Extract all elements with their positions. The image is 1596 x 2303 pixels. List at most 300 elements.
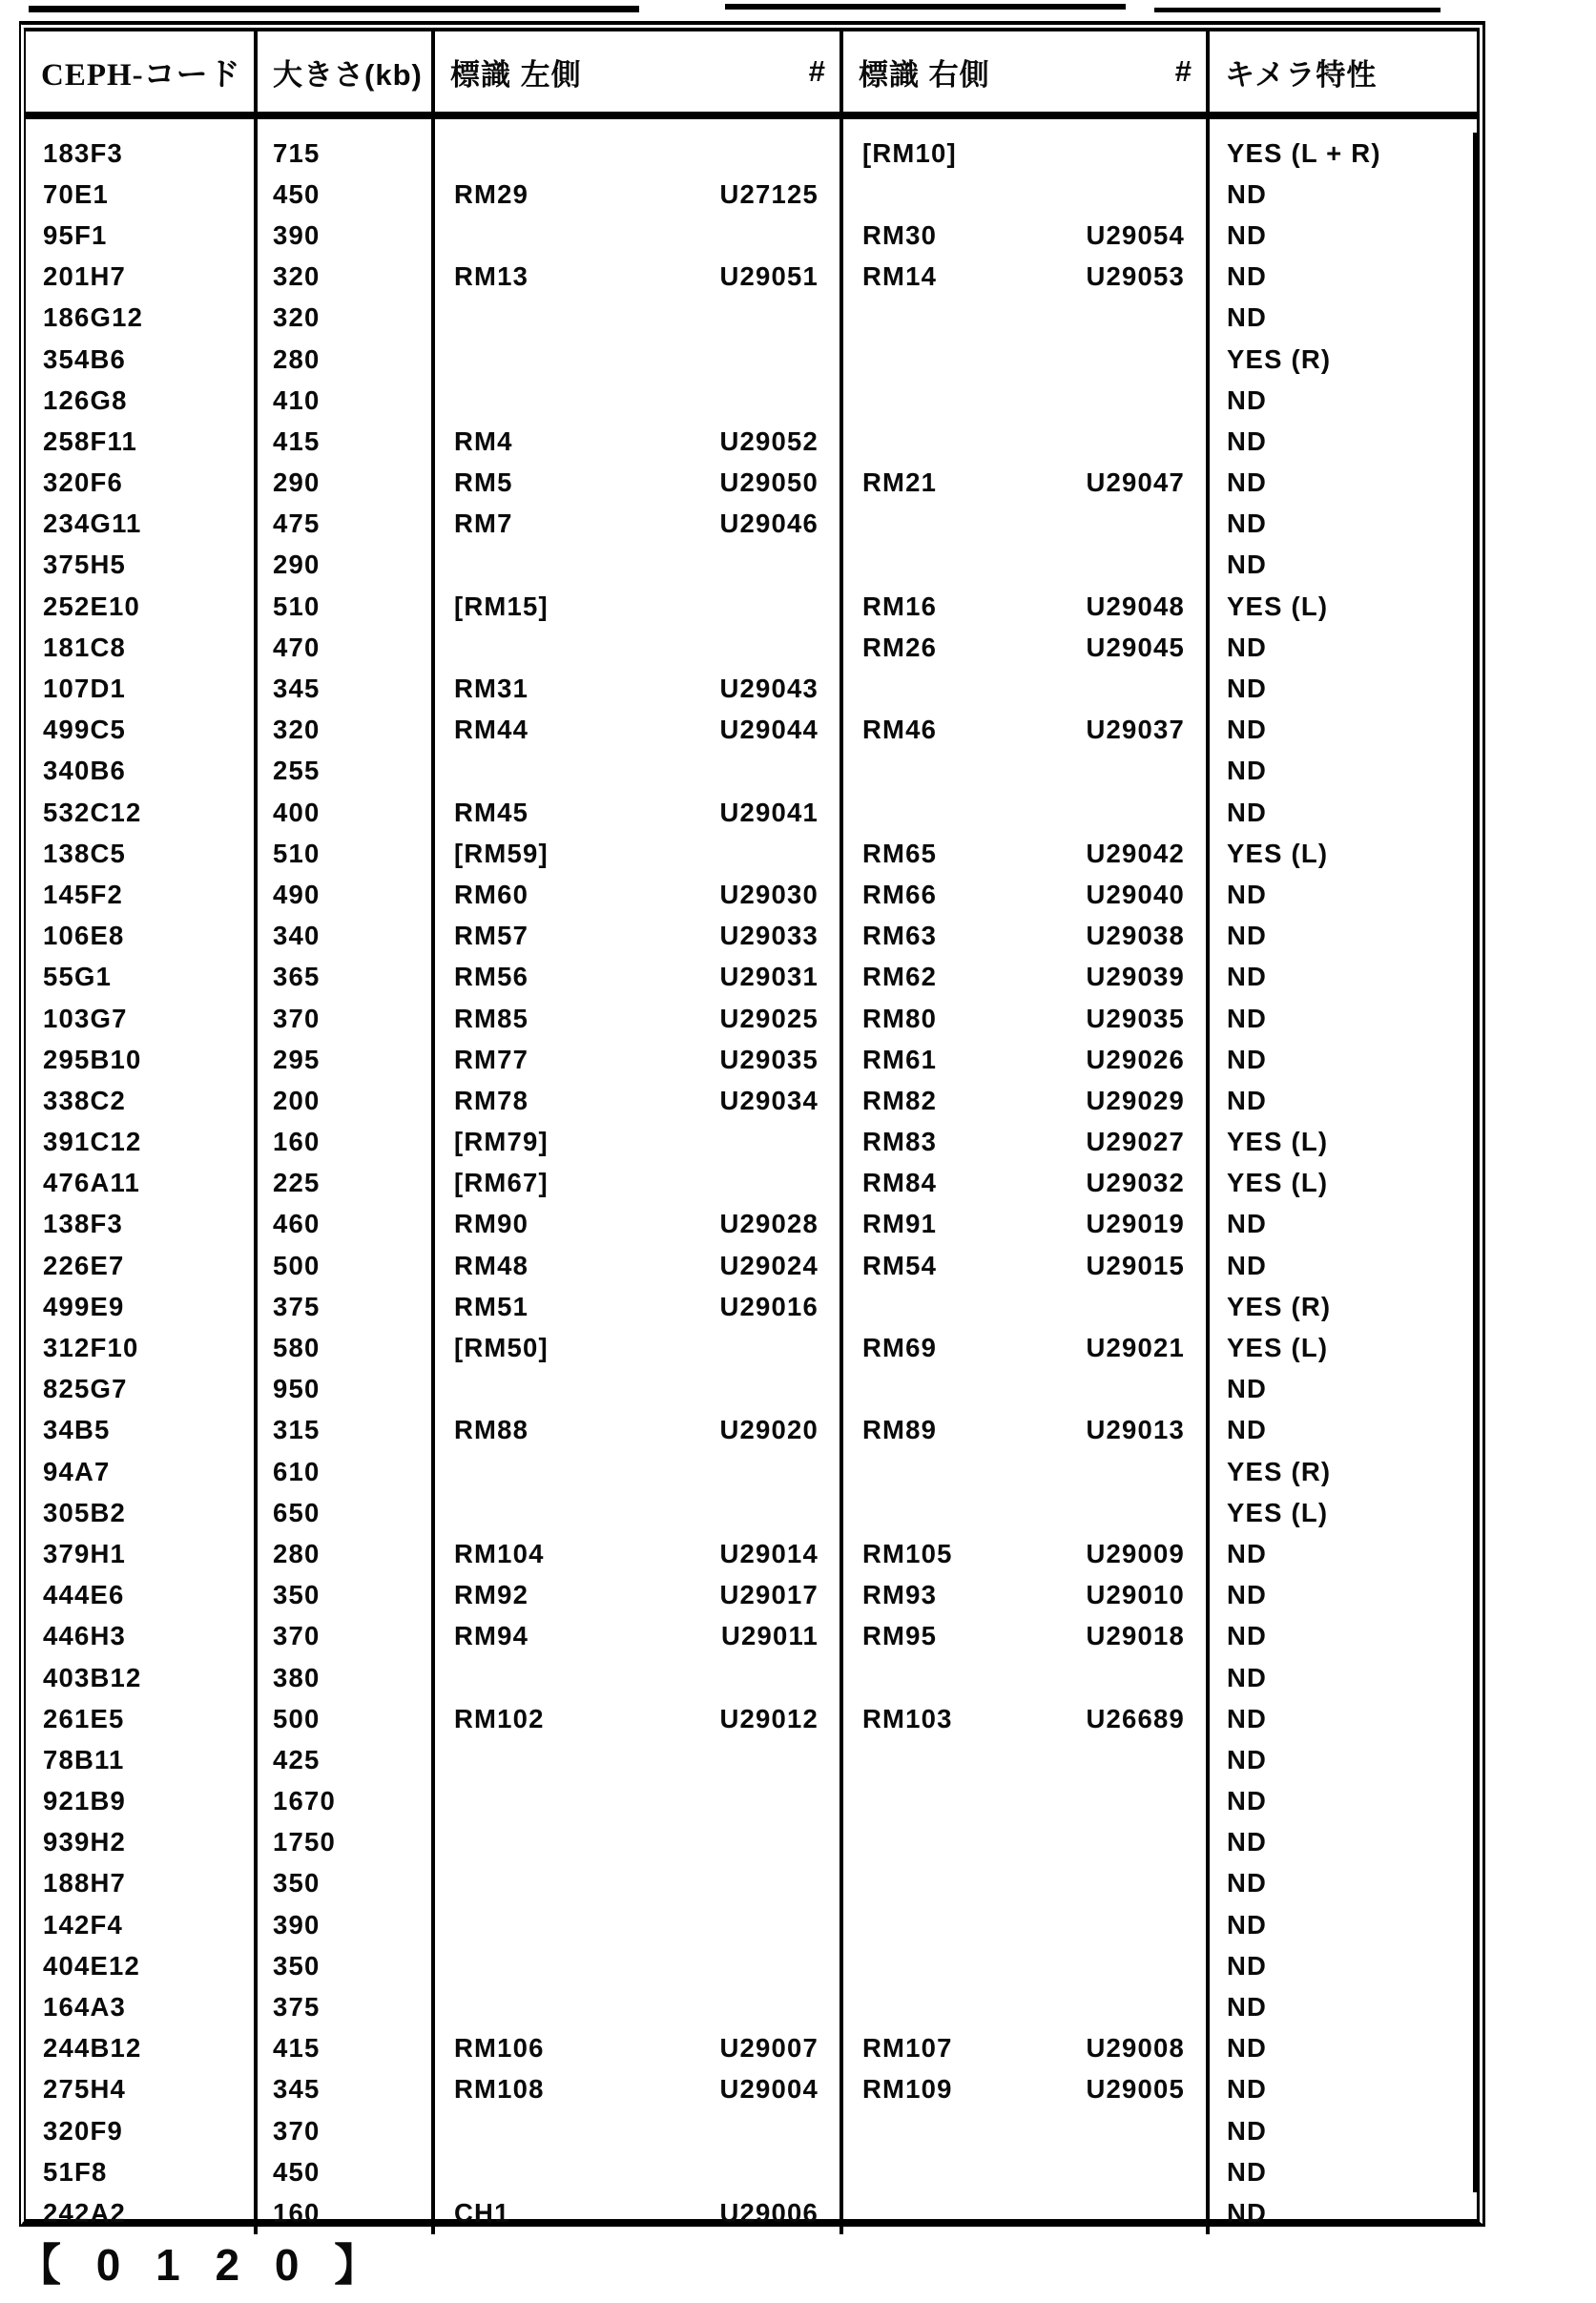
ceph-code-cell: [26, 174, 258, 215]
gap-cell: [26, 119, 258, 133]
left-marker-accession: U29041: [719, 797, 819, 827]
ceph-code-cell: [26, 2151, 258, 2192]
right-marker-cell: [843, 1616, 1210, 1657]
ceph-code-cell: [26, 998, 258, 1039]
right-marker-name: RM82: [862, 1085, 938, 1115]
left-marker-name: RM57: [454, 921, 529, 951]
chimera-cell: [1210, 133, 1477, 174]
right-marker-cell: [843, 1533, 1210, 1574]
right-marker-cell: [843, 792, 1210, 833]
chimera-cell: [1210, 504, 1477, 545]
size-cell: [258, 545, 435, 586]
header-chimera: [1210, 31, 1477, 112]
size-cell: [258, 298, 435, 339]
chimera-value: ND: [1227, 962, 1268, 992]
left-marker-cell: [435, 833, 843, 874]
ceph-code-cell: [26, 1245, 258, 1286]
right-marker-accession: U29037: [1086, 715, 1185, 745]
header-left-marker: [435, 31, 843, 112]
left-marker-cell: [435, 1533, 843, 1574]
chimera-value: ND: [1227, 756, 1268, 786]
size-cell: [258, 1781, 435, 1822]
left-marker-name: RM104: [454, 1538, 545, 1568]
right-marker-accession: U29038: [1086, 921, 1185, 951]
size-cell: [258, 1451, 435, 1492]
ceph-code-value: 51F8: [43, 2156, 108, 2187]
ceph-code-value: 252E10: [43, 591, 141, 621]
left-marker-cell: [435, 1698, 843, 1739]
size-value: 200: [273, 1085, 321, 1115]
size-value: 380: [273, 1662, 321, 1692]
left-marker-cell: [435, 1163, 843, 1204]
ceph-code-cell: [26, 421, 258, 462]
right-marker-cell: [843, 133, 1210, 174]
left-marker-accession: U29044: [719, 715, 819, 745]
chimera-cell: [1210, 2110, 1477, 2151]
right-marker-accession: U29035: [1086, 1003, 1185, 1033]
chimera-value: ND: [1227, 1621, 1268, 1651]
left-marker-accession: U29017: [719, 1580, 819, 1610]
left-marker-name: RM48: [454, 1250, 529, 1280]
size-value: 255: [273, 756, 321, 786]
left-marker-cell: [435, 1904, 843, 1945]
left-marker-name: RM60: [454, 879, 529, 909]
right-marker-name: RM105: [862, 1538, 953, 1568]
chimera-cell: [1210, 1122, 1477, 1163]
ceph-code-cell: [26, 463, 258, 504]
size-value: 470: [273, 632, 321, 662]
size-cell: [258, 2151, 435, 2192]
chimera-value: ND: [1227, 467, 1268, 498]
left-marker-name: RM7: [454, 508, 513, 539]
ceph-code-cell: [26, 1698, 258, 1739]
left-marker-name: RM31: [454, 674, 529, 704]
size-value: 715: [273, 137, 321, 168]
chimera-cell: [1210, 1451, 1477, 1492]
left-marker-cell: [435, 1492, 843, 1533]
ceph-code-value: 183F3: [43, 137, 123, 168]
ceph-code-value: 312F10: [43, 1333, 139, 1363]
ceph-code-cell: [26, 1163, 258, 1204]
chimera-value: ND: [1227, 797, 1268, 827]
ceph-code-cell: [26, 133, 258, 174]
ceph-code-cell: [26, 1616, 258, 1657]
left-marker-cell: [435, 1451, 843, 1492]
ceph-code-cell: [26, 215, 258, 256]
right-marker-name: RM95: [862, 1621, 938, 1651]
chimera-cell: [1210, 751, 1477, 792]
right-marker-cell: [843, 2110, 1210, 2151]
left-marker-accession: U29033: [719, 921, 819, 951]
left-marker-accession: U29031: [719, 962, 819, 992]
chimera-cell: [1210, 1286, 1477, 1327]
chimera-value: ND: [1227, 2156, 1268, 2187]
left-marker-cell: [435, 1204, 843, 1245]
left-marker-name: RM13: [454, 261, 529, 292]
chimera-value: YES (L): [1227, 591, 1329, 621]
chimera-value: YES (L): [1227, 1168, 1329, 1198]
ceph-code-value: 126G8: [43, 384, 128, 415]
ceph-code-cell: [26, 545, 258, 586]
chimera-value: ND: [1227, 1868, 1268, 1898]
size-value: 450: [273, 178, 321, 209]
size-cell: [258, 463, 435, 504]
left-marker-accession: U29020: [719, 1415, 819, 1445]
left-marker-cell: [435, 1945, 843, 1986]
right-marker-cell: [843, 1781, 1210, 1822]
right-marker-cell: [843, 1863, 1210, 1904]
size-cell: [258, 833, 435, 874]
ceph-code-value: 499E9: [43, 1291, 125, 1321]
chimera-cell: [1210, 1204, 1477, 1245]
chimera-value: ND: [1227, 550, 1268, 580]
right-marker-cell: [843, 1575, 1210, 1616]
right-marker-accession: U29026: [1086, 1044, 1185, 1074]
right-marker-cell: [843, 257, 1210, 298]
size-value: 345: [273, 674, 321, 704]
right-marker-accession: U29005: [1086, 2074, 1185, 2105]
size-cell: [258, 1286, 435, 1327]
chimera-value: YES (L): [1227, 838, 1329, 868]
header-size-kb-label: 大きさ(kb): [273, 57, 423, 92]
right-marker-name: RM66: [862, 879, 938, 909]
ceph-code-cell: [26, 2192, 258, 2233]
left-marker-cell: [435, 298, 843, 339]
size-value: 500: [273, 1703, 321, 1733]
chimera-cell: [1210, 1781, 1477, 1822]
size-cell: [258, 1657, 435, 1698]
right-marker-name: RM84: [862, 1168, 938, 1198]
left-marker-cell: [435, 2151, 843, 2192]
right-marker-cell: [843, 1122, 1210, 1163]
ceph-code-value: 188H7: [43, 1868, 127, 1898]
left-marker-name: RM77: [454, 1044, 529, 1074]
right-marker-cell: [843, 1904, 1210, 1945]
right-marker-cell: [843, 2192, 1210, 2233]
chimera-value: ND: [1227, 384, 1268, 415]
size-cell: [258, 1410, 435, 1451]
left-marker-cell: [435, 668, 843, 709]
right-marker-accession: U29009: [1086, 1538, 1185, 1568]
ceph-code-value: 55G1: [43, 962, 113, 992]
size-value: 510: [273, 591, 321, 621]
right-marker-cell: [843, 1739, 1210, 1780]
left-marker-name: RM45: [454, 797, 529, 827]
left-marker-name: [RM59]: [454, 838, 549, 868]
size-cell: [258, 627, 435, 668]
size-cell: [258, 1245, 435, 1286]
left-marker-name: RM106: [454, 2033, 545, 2064]
right-marker-name: RM103: [862, 1703, 953, 1733]
chimera-cell: [1210, 957, 1477, 998]
left-marker-cell: [435, 2028, 843, 2069]
gap-cell: [258, 119, 435, 133]
left-marker-cell: [435, 627, 843, 668]
table-body: [26, 133, 1477, 2234]
chimera-value: ND: [1227, 1209, 1268, 1239]
left-marker-name: RM94: [454, 1621, 529, 1651]
chimera-value: ND: [1227, 1044, 1268, 1074]
header-chimera-label: キメラ特性: [1225, 57, 1378, 92]
chimera-value: ND: [1227, 219, 1268, 250]
ceph-code-cell: [26, 1822, 258, 1863]
right-marker-cell: [843, 1286, 1210, 1327]
chimera-cell: [1210, 2192, 1477, 2233]
chimera-value: ND: [1227, 674, 1268, 704]
ceph-code-value: 138C5: [43, 838, 127, 868]
ceph-code-cell: [26, 504, 258, 545]
size-value: 370: [273, 2115, 321, 2146]
left-marker-cell: [435, 998, 843, 1039]
ceph-code-cell: [26, 1039, 258, 1080]
size-value: 295: [273, 1044, 321, 1074]
ceph-code-value: 499C5: [43, 715, 127, 745]
right-marker-name: [RM10]: [862, 137, 957, 168]
right-marker-cell: [843, 751, 1210, 792]
size-cell: [258, 1986, 435, 2027]
chimera-value: ND: [1227, 1950, 1268, 1981]
chimera-cell: [1210, 998, 1477, 1039]
right-marker-accession: U29010: [1086, 1580, 1185, 1610]
size-cell: [258, 174, 435, 215]
ceph-code-value: 106E8: [43, 921, 125, 951]
right-marker-name: RM91: [862, 1209, 938, 1239]
right-marker-name: RM21: [862, 467, 938, 498]
size-cell: [258, 1492, 435, 1533]
left-marker-cell: [435, 1327, 843, 1368]
size-cell: [258, 257, 435, 298]
ceph-code-value: 244B12: [43, 2033, 142, 2064]
header-size-kb: [258, 31, 435, 112]
size-value: 315: [273, 1415, 321, 1445]
size-cell: [258, 339, 435, 380]
size-value: 1750: [273, 1827, 336, 1857]
size-value: 425: [273, 1744, 321, 1774]
right-marker-accession: U29048: [1086, 591, 1185, 621]
ceph-code-cell: [26, 257, 258, 298]
right-marker-cell: [843, 833, 1210, 874]
chimera-value: ND: [1227, 1003, 1268, 1033]
scan-noise: [725, 4, 1126, 10]
left-marker-accession: U29030: [719, 879, 819, 909]
chimera-value: ND: [1227, 2115, 1268, 2146]
left-marker-name: RM78: [454, 1085, 529, 1115]
chimera-value: ND: [1227, 508, 1268, 539]
size-value: 320: [273, 302, 321, 333]
header-right-hash-label: #: [1174, 54, 1192, 88]
right-marker-name: RM16: [862, 591, 938, 621]
chimera-cell: [1210, 1863, 1477, 1904]
chimera-value: ND: [1227, 1827, 1268, 1857]
gap-cell: [1210, 119, 1477, 133]
size-value: 450: [273, 2156, 321, 2187]
left-marker-cell: [435, 1781, 843, 1822]
left-marker-cell: [435, 545, 843, 586]
size-value: 280: [273, 343, 321, 374]
right-marker-cell: [843, 1698, 1210, 1739]
scan-noise: [1154, 8, 1441, 12]
chimera-cell: [1210, 586, 1477, 627]
size-value: 1670: [273, 1786, 336, 1816]
chimera-cell: [1210, 1822, 1477, 1863]
size-cell: [258, 874, 435, 915]
right-marker-name: RM89: [862, 1415, 938, 1445]
size-cell: [258, 957, 435, 998]
left-marker-cell: [435, 586, 843, 627]
right-marker-accession: U29021: [1086, 1333, 1185, 1363]
size-value: 370: [273, 1003, 321, 1033]
size-cell: [258, 1122, 435, 1163]
chimera-cell: [1210, 1657, 1477, 1698]
chimera-cell: [1210, 627, 1477, 668]
size-cell: [258, 2069, 435, 2110]
size-cell: [258, 916, 435, 957]
chimera-value: ND: [1227, 1992, 1268, 2023]
ceph-code-value: 261E5: [43, 1703, 125, 1733]
ceph-code-cell: [26, 1575, 258, 1616]
size-cell: [258, 1575, 435, 1616]
ceph-code-value: 354B6: [43, 343, 127, 374]
left-marker-name: RM108: [454, 2074, 545, 2105]
right-marker-accession: U29013: [1086, 1415, 1185, 1445]
right-marker-name: RM93: [862, 1580, 938, 1610]
right-marker-cell: [843, 421, 1210, 462]
right-marker-cell: [843, 174, 1210, 215]
chimera-value: YES (L): [1227, 1127, 1329, 1157]
size-cell: [258, 1616, 435, 1657]
right-marker-cell: [843, 957, 1210, 998]
size-cell: [258, 1327, 435, 1368]
right-marker-cell: [843, 1245, 1210, 1286]
left-marker-accession: U27125: [719, 178, 819, 209]
size-value: 950: [273, 1374, 321, 1404]
right-marker-cell: [843, 215, 1210, 256]
chimera-cell: [1210, 1327, 1477, 1368]
ceph-code-cell: [26, 1204, 258, 1245]
size-value: 580: [273, 1333, 321, 1363]
size-cell: [258, 1945, 435, 1986]
size-value: 415: [273, 425, 321, 456]
right-marker-name: RM61: [862, 1044, 938, 1074]
chimera-value: ND: [1227, 302, 1268, 333]
right-marker-cell: [843, 1327, 1210, 1368]
left-marker-accession: U29034: [719, 1085, 819, 1115]
right-marker-cell: [843, 998, 1210, 1039]
ceph-code-value: 34B5: [43, 1415, 111, 1445]
ceph-code-cell: [26, 1451, 258, 1492]
size-value: 350: [273, 1580, 321, 1610]
size-value: 475: [273, 508, 321, 539]
right-marker-name: RM107: [862, 2033, 953, 2064]
left-marker-cell: [435, 2110, 843, 2151]
ceph-code-value: 295B10: [43, 1044, 142, 1074]
ceph-code-cell: [26, 710, 258, 751]
right-marker-accession: U29018: [1086, 1621, 1185, 1651]
left-marker-cell: [435, 957, 843, 998]
right-marker-name: RM14: [862, 261, 938, 292]
left-marker-cell: [435, 257, 843, 298]
left-marker-cell: [435, 2192, 843, 2233]
ceph-code-cell: [26, 751, 258, 792]
left-marker-cell: [435, 1286, 843, 1327]
right-marker-cell: [843, 668, 1210, 709]
ceph-code-value: 258F11: [43, 425, 137, 456]
right-marker-cell: [843, 1080, 1210, 1121]
chimera-cell: [1210, 545, 1477, 586]
chimera-cell: [1210, 2028, 1477, 2069]
ceph-code-value: 201H7: [43, 261, 127, 292]
right-marker-name: RM83: [862, 1127, 938, 1157]
left-marker-cell: [435, 339, 843, 380]
right-marker-cell: [843, 2151, 1210, 2192]
left-marker-cell: [435, 751, 843, 792]
left-marker-accession: U29016: [719, 1291, 819, 1321]
right-marker-cell: [843, 545, 1210, 586]
left-marker-name: RM90: [454, 1209, 529, 1239]
ceph-code-value: 375H5: [43, 550, 127, 580]
right-marker-cell: [843, 463, 1210, 504]
left-marker-cell: [435, 1986, 843, 2027]
right-marker-cell: [843, 1822, 1210, 1863]
size-value: 160: [273, 2197, 321, 2228]
header-gap-row: [26, 119, 1477, 133]
size-value: 650: [273, 1497, 321, 1527]
right-marker-accession: U29040: [1086, 879, 1185, 909]
chimera-value: ND: [1227, 2033, 1268, 2064]
chimera-cell: [1210, 1986, 1477, 2027]
header-left-marker-label: 標識 左側: [450, 57, 582, 92]
size-value: 400: [273, 797, 321, 827]
table-header-row: [26, 31, 1477, 119]
left-marker-cell: [435, 916, 843, 957]
size-value: 410: [273, 384, 321, 415]
size-cell: [258, 1739, 435, 1780]
size-cell: [258, 1698, 435, 1739]
ceph-code-cell: [26, 1533, 258, 1574]
ceph-code-cell: [26, 1286, 258, 1327]
right-marker-accession: U29008: [1086, 2033, 1185, 2064]
ceph-code-value: 305B2: [43, 1497, 127, 1527]
left-marker-cell: [435, 1616, 843, 1657]
right-marker-cell: [843, 874, 1210, 915]
chimera-value: ND: [1227, 921, 1268, 951]
chimera-value: ND: [1227, 2197, 1268, 2228]
size-value: 345: [273, 2074, 321, 2105]
left-marker-cell: [435, 1863, 843, 1904]
chimera-value: ND: [1227, 261, 1268, 292]
right-marker-cell: [843, 2028, 1210, 2069]
ceph-code-cell: [26, 792, 258, 833]
size-cell: [258, 1822, 435, 1863]
right-marker-name: RM30: [862, 219, 938, 250]
right-marker-cell: [843, 2069, 1210, 2110]
chimera-value: ND: [1227, 425, 1268, 456]
ceph-code-cell: [26, 1986, 258, 2027]
ceph-code-cell: [26, 668, 258, 709]
left-marker-accession: U29046: [719, 508, 819, 539]
left-marker-accession: U29004: [719, 2074, 819, 2105]
size-cell: [258, 133, 435, 174]
chimera-value: YES (R): [1227, 1291, 1332, 1321]
chimera-value: ND: [1227, 879, 1268, 909]
ceph-code-value: 107D1: [43, 674, 127, 704]
chimera-cell: [1210, 421, 1477, 462]
chimera-cell: [1210, 174, 1477, 215]
left-marker-accession: U29035: [719, 1044, 819, 1074]
chimera-cell: [1210, 668, 1477, 709]
left-marker-name: RM85: [454, 1003, 529, 1033]
chimera-cell: [1210, 1698, 1477, 1739]
